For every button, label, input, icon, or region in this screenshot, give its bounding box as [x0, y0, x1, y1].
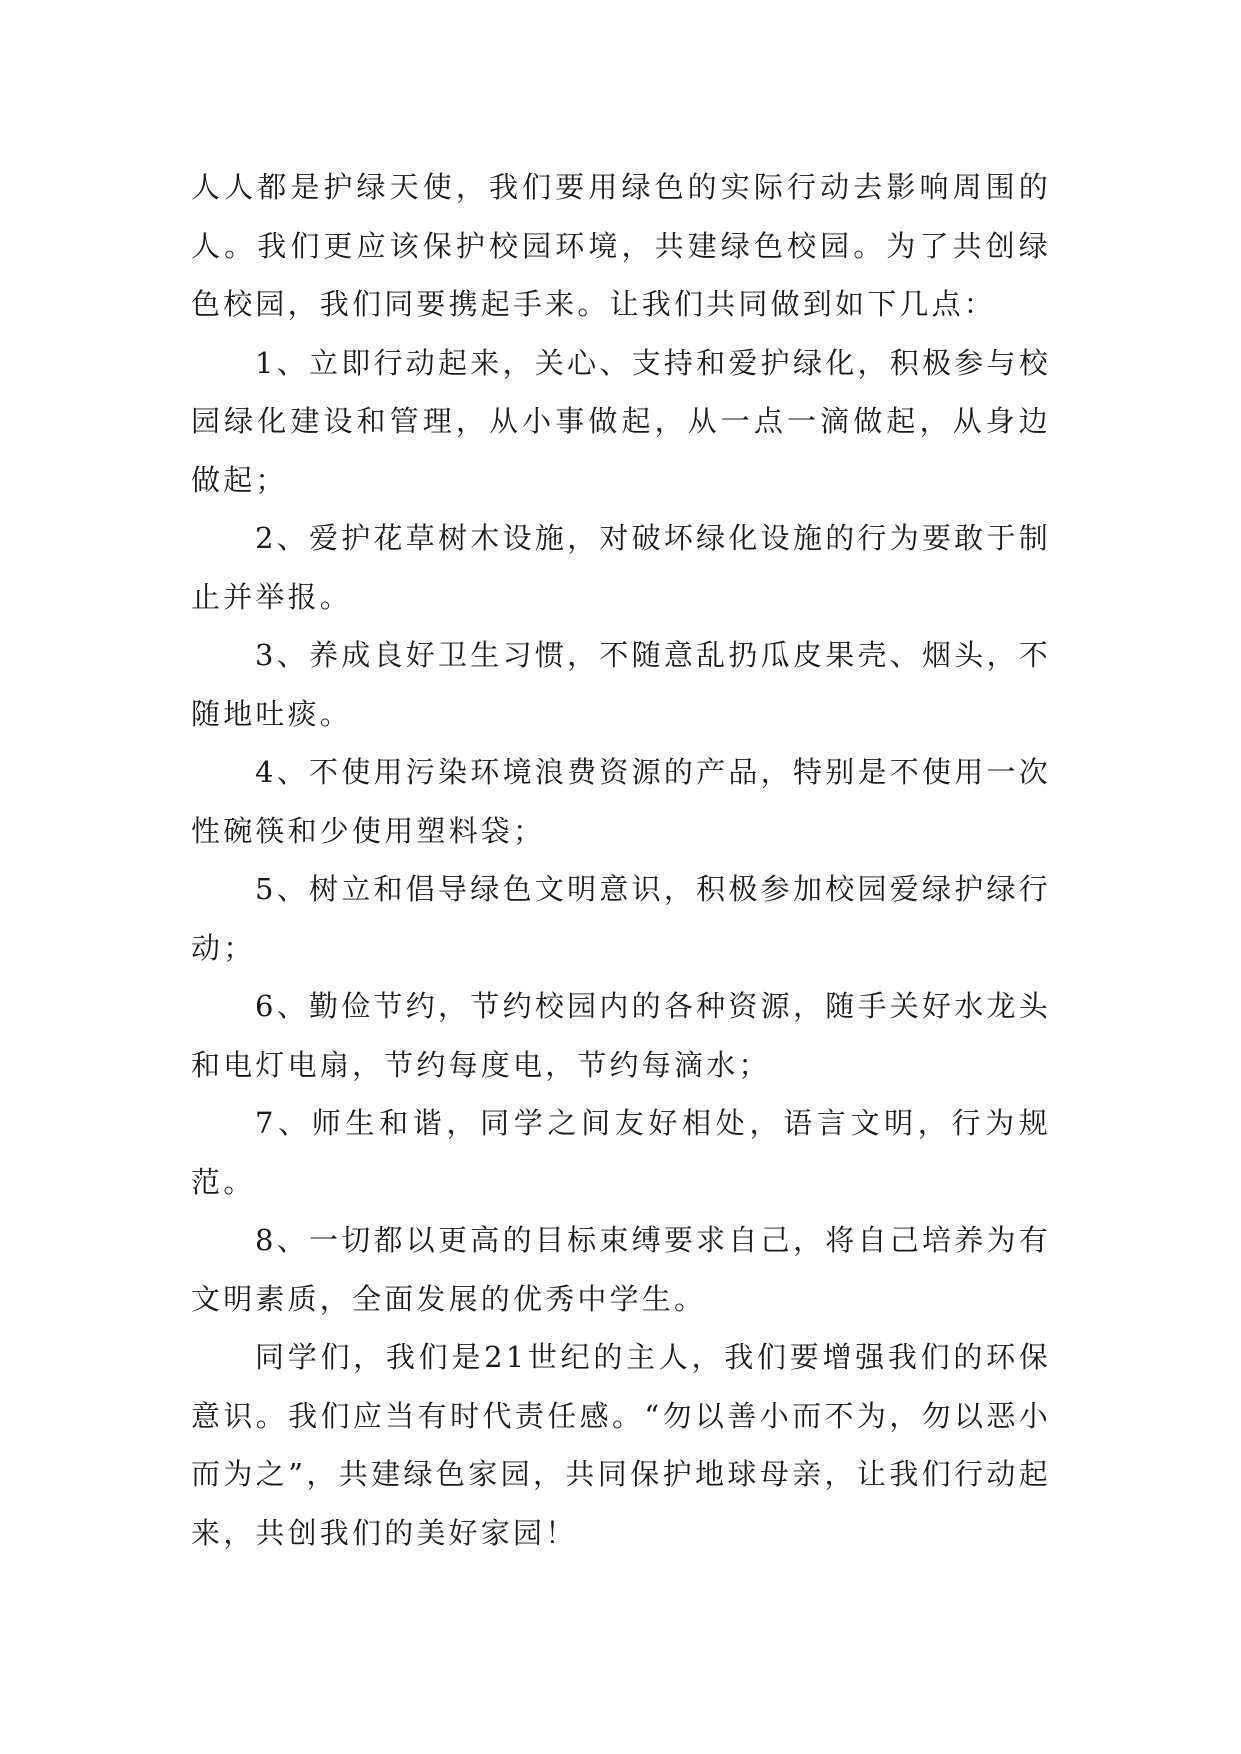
closing-paragraph: 同学们，我们是21世纪的主人，我们要增强我们的环保意识。我们应当有时代责任感。“勿以善小而不为，勿以恶小而为之”，共建绿色家园，共同保护地球母亲，让我们行动起来，共创我们的美好家园！: [191, 1340, 1051, 1550]
item-7-paragraph: 7、师生和谐，同学之间友好相处，语言文明，行为规范。: [191, 1106, 1051, 1199]
item-4-paragraph: 4、不使用污染环境浪费资源的产品，特别是不使用一次性碗筷和少使用塑料袋；: [191, 755, 1051, 848]
item-8-paragraph: 8、一切都以更高的目标束缚要求自己，将自己培养为有文明素质，全面发展的优秀中学生。: [191, 1223, 1051, 1316]
intro-paragraph: 人人都是护绿天使，我们要用绿色的实际行动去影响周围的人。我们更应该保护校园环境，共建绿色校园。为了共创绿色校园，我们同要携起手来。让我们共同做到如下几点：: [191, 170, 1051, 321]
item-6-paragraph: 6、勤俭节约，节约校园内的各种资源，随手关好水龙头和电灯电扇，节约每度电，节约每滴水；: [191, 989, 1051, 1082]
item-1-paragraph: 1、立即行动起来，关心、支持和爱护绿化，积极参与校园绿化建设和管理，从小事做起，从一点一滴做起，从身边做起；: [191, 345, 1051, 497]
document-body: [191, 158, 1051, 1562]
item-2-paragraph: 2、爱护花草树木设施，对破坏绿化设施的行为要敢于制止并举报。: [191, 521, 1051, 614]
item-3-paragraph: 3、养成良好卫生习惯，不随意乱扔瓜皮果壳、烟头，不随地吐痰。: [191, 638, 1051, 731]
item-5-paragraph: 5、树立和倡导绿色文明意识，积极参加校园爱绿护绿行动；: [191, 872, 1051, 965]
